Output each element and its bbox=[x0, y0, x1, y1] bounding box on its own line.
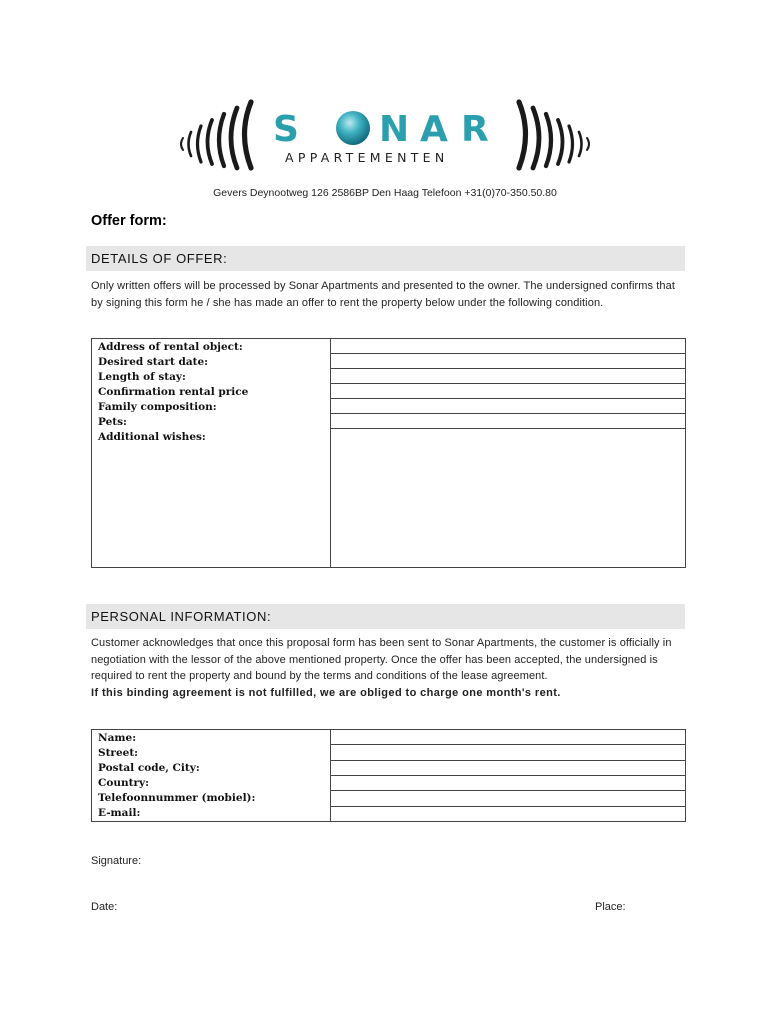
field-label-postal-city: Postal code, City: bbox=[98, 762, 200, 774]
personal-info-table bbox=[91, 729, 686, 822]
field-label-length-of-stay: Length of stay: bbox=[98, 371, 186, 383]
offer-intro-text: Only written offers will be processed by Sonar Apartments and presented to the owner. The undersigned confirms that by signing this form he / she has made an offer to rent the property below under the following condition. bbox=[91, 280, 676, 309]
input-street[interactable] bbox=[331, 745, 686, 760]
logo-letter-n: N bbox=[379, 109, 412, 150]
input-rental-price[interactable] bbox=[331, 384, 686, 399]
field-label-country: Country: bbox=[98, 777, 149, 789]
input-family-composition[interactable] bbox=[331, 399, 686, 414]
personal-intro-text: Customer acknowledges that once this proposal form has been sent to Sonar Apartments, the customer is officially in negotiation with the lessor of the above mentioned property. Once the offer has been accepted, the undersigned is required to rent the property and bound by the terms and conditions of the lease agreement. bbox=[91, 637, 672, 682]
field-label-email: E-mail: bbox=[98, 807, 141, 819]
globe-icon bbox=[336, 111, 370, 145]
input-start-date[interactable] bbox=[331, 354, 686, 369]
input-length-of-stay[interactable] bbox=[331, 369, 686, 384]
right-wave-icon bbox=[519, 102, 589, 168]
field-label-street: Street: bbox=[98, 747, 139, 759]
input-pets[interactable] bbox=[331, 414, 686, 429]
input-additional-wishes[interactable] bbox=[331, 429, 686, 568]
offer-details-table bbox=[91, 338, 686, 568]
page-title: Offer form: bbox=[91, 213, 167, 229]
field-label-name: Name: bbox=[98, 732, 137, 744]
binding-agreement-warning: If this binding agreement is not fulfilled, we are obliged to charge one month's rent. bbox=[91, 686, 561, 699]
personal-intro-block bbox=[91, 635, 686, 701]
field-label-start-date: Desired start date: bbox=[98, 356, 209, 368]
signature-label: Signature: bbox=[91, 855, 142, 867]
logo-letter-r: R bbox=[461, 109, 491, 150]
logo-subtitle: APPARTEMENTEN bbox=[285, 150, 449, 165]
sonar-logo bbox=[175, 96, 595, 172]
place-label: Place: bbox=[595, 901, 626, 913]
section-header-offer: DETAILS OF OFFER: bbox=[86, 246, 685, 271]
input-phone[interactable] bbox=[331, 791, 686, 806]
field-label-family-composition: Family composition: bbox=[98, 401, 217, 413]
logo-letter-a: A bbox=[420, 109, 450, 150]
input-country[interactable] bbox=[331, 775, 686, 790]
offer-field-labels bbox=[92, 339, 331, 568]
sonar-logo-graphic bbox=[175, 96, 595, 172]
input-address[interactable] bbox=[331, 339, 686, 354]
date-label: Date: bbox=[91, 901, 118, 913]
input-postal-city[interactable] bbox=[331, 760, 686, 775]
field-label-rental-price: Confirmation rental price bbox=[98, 386, 249, 398]
logo-letter-s: S bbox=[273, 109, 301, 150]
input-name[interactable] bbox=[331, 730, 686, 745]
field-label-pets: Pets: bbox=[98, 416, 127, 428]
left-wave-icon bbox=[181, 102, 251, 168]
field-label-address: Address of rental object: bbox=[98, 341, 243, 353]
personal-field-labels bbox=[92, 730, 331, 822]
section-header-personal: PERSONAL INFORMATION: bbox=[86, 604, 685, 629]
company-address: Gevers Deynootweg 126 2586BP Den Haag Telefoon +31(0)70-350.50.80 bbox=[213, 187, 557, 199]
field-label-additional-wishes: Additional wishes: bbox=[98, 431, 206, 443]
field-label-phone: Telefoonnummer (mobiel): bbox=[98, 792, 256, 804]
input-email[interactable] bbox=[331, 806, 686, 821]
